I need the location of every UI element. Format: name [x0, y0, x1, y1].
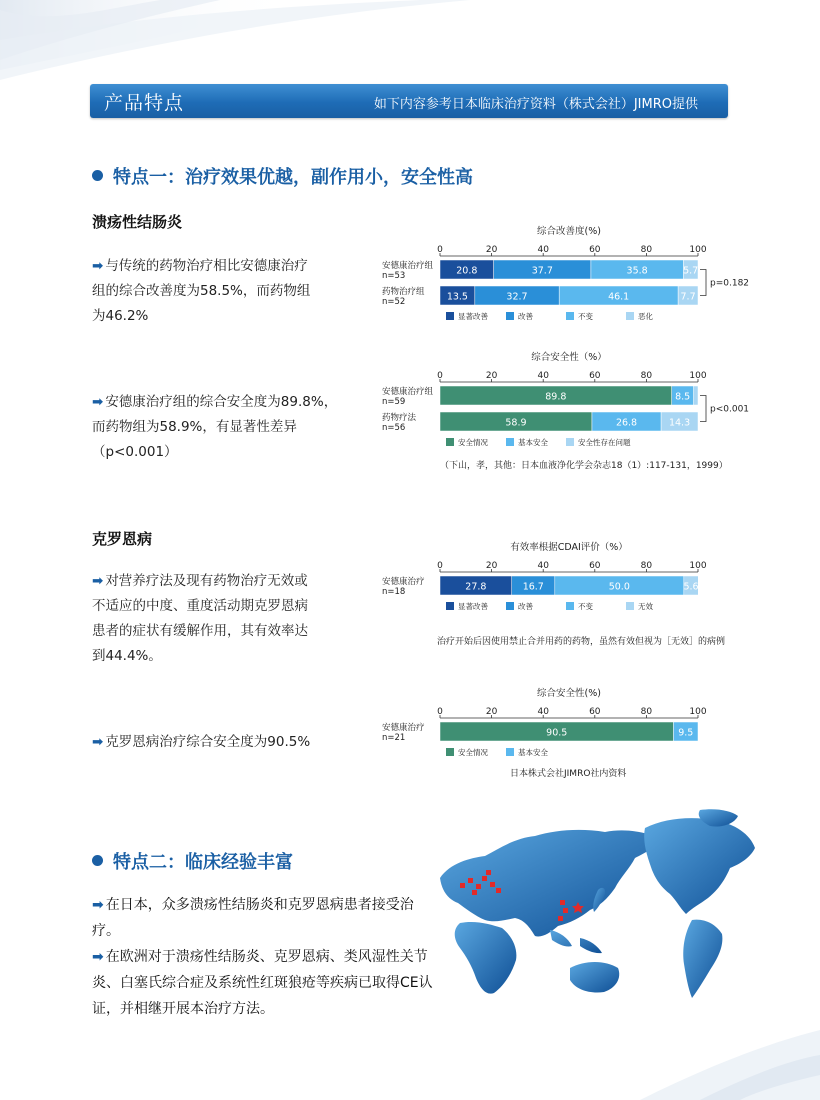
cd-point1-line4: 到44.4%。 [92, 648, 162, 664]
legend-label: 安全情况 [458, 748, 488, 757]
legend-swatch [506, 748, 514, 756]
chart-svg [380, 348, 750, 455]
tick-label: 100 [689, 371, 707, 381]
chart-svg [380, 538, 730, 619]
legend-label: 改善 [518, 312, 533, 321]
cd-point1-line2: 不适应的中度、重度活动期克罗恩病 [92, 598, 308, 614]
bullet-dot-icon [92, 855, 103, 866]
cd-point1 [92, 569, 342, 669]
chart-uc-safety [380, 348, 750, 455]
legend-swatch [446, 602, 454, 610]
legend-swatch [566, 602, 574, 610]
category-n: n=56 [382, 423, 406, 433]
legend-label: 基本安全 [518, 438, 548, 447]
jimro-source-note: 日本株式会社JIMRO社内资料 [510, 769, 627, 779]
category-n: n=52 [382, 297, 406, 307]
feature2-text [92, 892, 437, 1022]
header-reference: 如下内容参考日本临床治疗资料（株式会社）JIMRO提供 [373, 97, 698, 112]
significance-bracket [700, 270, 706, 296]
tick-label: 80 [640, 371, 653, 381]
category-n: n=53 [382, 271, 406, 281]
feature1-heading [92, 163, 473, 189]
legend-label: 安全性存在问题 [578, 438, 631, 447]
tick-label: 20 [485, 561, 498, 571]
chart-uc-improvement [380, 222, 750, 329]
tick-label: 20 [485, 371, 498, 381]
uc-point1-line1: 与传统的药物治疗相比安德康治疗 [105, 258, 308, 274]
tick-label: 0 [437, 707, 443, 717]
tick-label: 100 [689, 245, 707, 255]
chart-cd-safety [380, 684, 730, 765]
data-label: 20.8 [456, 265, 478, 277]
data-label: 8.5 [675, 391, 691, 403]
tick-label: 0 [437, 371, 443, 381]
uc-point2 [92, 390, 352, 465]
tick-label: 80 [640, 245, 653, 255]
tick-label: 100 [689, 707, 707, 717]
legend-swatch [446, 312, 454, 320]
arrow-right-icon: ➡ [92, 734, 104, 750]
data-label: 9.5 [678, 727, 694, 739]
tick-label: 20 [485, 707, 498, 717]
data-label: 46.1 [608, 291, 630, 303]
chart-svg [380, 222, 750, 329]
tick-label: 60 [589, 707, 601, 717]
feature1-heading-text: 特点一：治疗效果优越，副作用小，安全性高 [113, 167, 473, 188]
arrow-right-icon: ➡ [92, 573, 104, 589]
legend-label: 恶化 [638, 312, 653, 321]
data-label: 7.7 [680, 291, 696, 303]
tick-label: 100 [689, 561, 707, 571]
uc-title: 溃疡性结肠炎 [92, 213, 183, 231]
feature2-line2: 在欧洲对于溃疡性结肠炎、克罗恩病、类风湿性关节炎、白塞氏综合症及系统性红斑狼疮等疾病已取得CE认证，并相继开展本治疗方法。 [92, 949, 433, 1017]
feature2-heading [92, 848, 293, 874]
legend-swatch [506, 438, 514, 446]
category-label: 安德康治疗 [382, 723, 425, 733]
legend-swatch [626, 602, 634, 610]
chart-title: 综合改善度(%) [537, 226, 601, 237]
arrow-right-icon: ➡ [92, 258, 104, 274]
tick-label: 60 [589, 371, 601, 381]
legend-swatch [566, 312, 574, 320]
uc-point2-line3: （p<0.001） [92, 444, 178, 460]
feature2-heading-text: 特点二：临床经验丰富 [113, 852, 293, 873]
legend-swatch [446, 438, 454, 446]
header-bar [90, 84, 728, 118]
legend-label: 不变 [578, 312, 593, 321]
cd-title: 克罗恩病 [92, 530, 153, 548]
legend-swatch [506, 602, 514, 610]
category-label: 药物治疗组 [382, 287, 425, 297]
data-label: 14.3 [668, 417, 691, 429]
category-label: 安德康治疗组 [382, 387, 434, 397]
legend-label: 显著改善 [458, 602, 488, 611]
tick-label: 60 [589, 245, 601, 255]
data-label: 90.5 [546, 727, 568, 739]
p-value-label: p<0.001 [710, 404, 750, 415]
chart-cd-cdai [380, 538, 730, 619]
p-value-label: p=0.182 [710, 278, 750, 289]
category-n: n=18 [382, 587, 406, 597]
cd-point1-line1: 对营养疗法及现有药物治疗无效或 [105, 573, 308, 589]
legend-label: 改善 [518, 602, 533, 611]
data-label: 50.0 [608, 581, 630, 593]
chart-title: 有效率根据CDAI评价（%） [510, 542, 628, 553]
chart-svg [380, 684, 730, 765]
category-n: n=59 [382, 397, 406, 407]
data-label: 32.7 [506, 291, 528, 303]
arrow-right-icon: ➡ [92, 394, 104, 410]
tick-label: 0 [437, 245, 443, 255]
uc-point1 [92, 254, 342, 329]
data-label: 26.8 [615, 417, 638, 429]
tick-label: 60 [589, 561, 601, 571]
legend-swatch [566, 438, 574, 446]
data-label: 35.8 [626, 265, 648, 277]
category-label: 安德康治疗 [382, 577, 425, 587]
data-label: 5.7 [683, 265, 699, 277]
data-label: 16.7 [522, 581, 544, 593]
data-label: 5.6 [683, 581, 699, 593]
category-label: 安德康治疗组 [382, 261, 434, 271]
cdai-note: 治疗开始后因使用禁止合并用药的药物，虽然有效但视为［无效］的病例 [437, 637, 726, 647]
legend-label: 无效 [638, 602, 653, 611]
legend-swatch [446, 748, 454, 756]
bullet-dot-icon [92, 170, 103, 181]
header-title: 产品特点 [104, 92, 185, 114]
cd-point2-line1: 克罗恩病治疗综合安全度为90.5% [105, 734, 311, 750]
data-label: 27.8 [465, 581, 487, 593]
world-map-image [430, 808, 760, 1008]
tick-label: 40 [537, 371, 549, 381]
legend-label: 不变 [578, 602, 593, 611]
tick-label: 20 [485, 245, 498, 255]
legend-label: 显著改善 [458, 312, 488, 321]
legend-swatch [626, 312, 634, 320]
feature2-line1: 在日本，众多溃疡性结肠炎和克罗恩病患者接受治疗。 [92, 897, 414, 939]
legend-swatch [506, 312, 514, 320]
category-label: 药物疗法 [382, 413, 417, 423]
citation-note: （下山，孝，其他：日本血液净化学会杂志18（1）:117-131，1999） [440, 461, 728, 471]
tick-label: 40 [537, 707, 549, 717]
tick-label: 0 [437, 561, 443, 571]
legend-label: 基本安全 [518, 748, 548, 757]
data-label: 89.8 [545, 391, 567, 403]
data-label: 13.5 [446, 291, 468, 303]
cd-point1-line3: 患者的症状有缓解作用，其有效率达 [92, 623, 308, 639]
tick-label: 40 [537, 561, 549, 571]
significance-bracket [700, 396, 706, 422]
uc-point1-line3: 为46.2% [92, 308, 149, 324]
data-label: 37.7 [531, 265, 553, 277]
uc-point2-line2: 而药物组为58.9%，有显著性差异 [92, 419, 297, 435]
tick-label: 80 [640, 561, 653, 571]
tick-label: 40 [537, 245, 549, 255]
data-label: 58.9 [505, 417, 527, 429]
arrow-right-icon: ➡ [92, 897, 104, 913]
legend-label: 安全情况 [458, 438, 488, 447]
arrow-right-icon: ➡ [92, 949, 104, 965]
tick-label: 80 [640, 707, 653, 717]
bar-segment [694, 386, 698, 405]
chart-title: 综合安全性(%) [537, 688, 601, 699]
cd-point2 [92, 730, 342, 755]
uc-point2-line1: 安德康治疗组的综合安全度为89.8%， [105, 394, 338, 410]
chart-title: 综合安全性（%） [531, 352, 607, 363]
uc-point1-line2: 组的综合改善度为58.5%，而药物组 [92, 283, 311, 299]
category-n: n=21 [382, 733, 406, 743]
